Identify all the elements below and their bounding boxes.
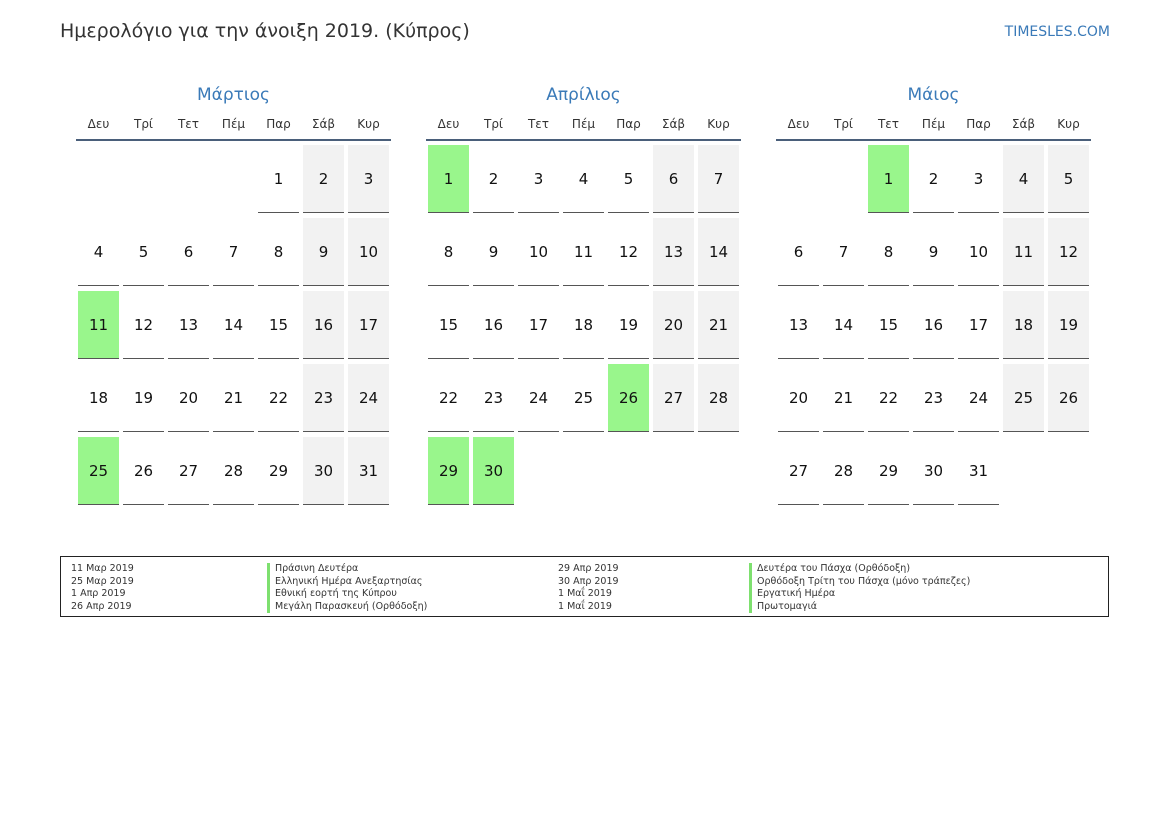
day-cell[interactable]: 17: [958, 291, 999, 359]
empty-day-cell: [563, 437, 604, 505]
legend-holiday-name: Εθνική εορτή της Κύπρου: [267, 588, 427, 601]
day-cell[interactable]: 21: [213, 364, 254, 432]
month-grid: [776, 145, 1091, 510]
week-row: [76, 291, 391, 364]
weekend-day-cell[interactable]: 14: [698, 218, 739, 286]
day-cell[interactable]: 22: [868, 364, 909, 432]
legend-holiday-name: Ελληνική Ημέρα Ανεξαρτησίας: [267, 576, 427, 589]
empty-day-cell: [653, 437, 694, 505]
holiday-day-cell[interactable]: 11: [78, 291, 119, 359]
legend-names-right: [749, 563, 970, 613]
day-cell[interactable]: 24: [958, 364, 999, 432]
weekday-label: Τρί: [833, 117, 853, 131]
weekend-day-cell[interactable]: 27: [653, 364, 694, 432]
week-row: [776, 218, 1091, 291]
week-row: [76, 218, 391, 291]
month-grid: [426, 145, 741, 510]
week-row: [76, 145, 391, 218]
week-row: [76, 364, 391, 437]
day-cell[interactable]: 13: [778, 291, 819, 359]
day-cell[interactable]: 27: [168, 437, 209, 505]
weekend-day-cell[interactable]: 23: [303, 364, 344, 432]
empty-day-cell: [123, 145, 164, 213]
day-cell[interactable]: 31: [958, 437, 999, 505]
day-cell[interactable]: 11: [563, 218, 604, 286]
legend-date: 1 Μαΐ 2019: [558, 600, 612, 612]
day-cell[interactable]: 6: [168, 218, 209, 286]
weekend-day-cell[interactable]: 17: [348, 291, 389, 359]
weekend-day-cell[interactable]: 20: [653, 291, 694, 359]
weekend-day-cell[interactable]: 3: [348, 145, 389, 213]
holiday-day-cell[interactable]: 1: [868, 145, 909, 213]
day-cell[interactable]: 29: [868, 437, 909, 505]
weekday-label: Σάβ: [1011, 117, 1036, 131]
month-calendar: [76, 84, 391, 510]
day-cell[interactable]: 8: [258, 218, 299, 286]
day-cell[interactable]: 4: [78, 218, 119, 286]
weekend-day-cell[interactable]: 2: [303, 145, 344, 213]
weekday-label: Πέμ: [221, 117, 246, 131]
weekday-label: Τετ: [527, 117, 550, 131]
day-cell[interactable]: 8: [428, 218, 469, 286]
day-cell[interactable]: 4: [563, 145, 604, 213]
weekday-label: Τρί: [483, 117, 503, 131]
day-cell[interactable]: 3: [518, 145, 559, 213]
day-cell[interactable]: 26: [123, 437, 164, 505]
legend-names-left: [267, 563, 427, 613]
week-row: [426, 145, 741, 218]
weekday-label: Πέμ: [571, 117, 596, 131]
weekday-header: [76, 116, 391, 141]
week-row: [76, 437, 391, 510]
weekday-label: Σάβ: [661, 117, 686, 131]
empty-day-cell: [518, 437, 559, 505]
day-cell[interactable]: 10: [518, 218, 559, 286]
empty-day-cell: [823, 145, 864, 213]
weekend-day-cell[interactable]: 12: [1048, 218, 1089, 286]
day-cell[interactable]: 13: [168, 291, 209, 359]
week-row: [426, 364, 741, 437]
day-cell[interactable]: 21: [823, 364, 864, 432]
weekday-label: Παρ: [966, 117, 991, 131]
empty-day-cell: [213, 145, 254, 213]
day-cell[interactable]: 18: [563, 291, 604, 359]
holiday-day-cell[interactable]: 25: [78, 437, 119, 505]
month-calendar: [426, 84, 741, 510]
legend-holiday-name: Μεγάλη Παρασκευή (Ορθόδοξη): [267, 601, 427, 614]
weekend-day-cell[interactable]: 7: [698, 145, 739, 213]
day-cell[interactable]: 14: [213, 291, 254, 359]
holiday-legend: [60, 556, 1109, 617]
page-title: Ημερολόγιο για την άνοιξη 2019. (Κύπρος): [60, 20, 470, 42]
weekend-day-cell[interactable]: 30: [303, 437, 344, 505]
day-cell[interactable]: 19: [123, 364, 164, 432]
weekend-day-cell[interactable]: 16: [303, 291, 344, 359]
holiday-day-cell[interactable]: 29: [428, 437, 469, 505]
day-cell[interactable]: 2: [473, 145, 514, 213]
day-cell[interactable]: 22: [258, 364, 299, 432]
day-cell[interactable]: 17: [518, 291, 559, 359]
day-cell[interactable]: 8: [868, 218, 909, 286]
day-cell[interactable]: 20: [168, 364, 209, 432]
month-grid: [76, 145, 391, 510]
day-cell[interactable]: 5: [123, 218, 164, 286]
month-name: Μάιος: [907, 85, 960, 105]
legend-holiday-name: Ορθόδοξη Τρίτη του Πάσχα (μόνο τράπεζες): [749, 576, 970, 589]
weekday-label: Κυρ: [1057, 117, 1080, 131]
day-cell[interactable]: 27: [778, 437, 819, 505]
legend-date: 11 Μαρ 2019: [71, 563, 134, 574]
week-row: [776, 364, 1091, 437]
weekend-day-cell[interactable]: 6: [653, 145, 694, 213]
weekend-day-cell[interactable]: 11: [1003, 218, 1044, 286]
month-calendar: [776, 84, 1091, 510]
day-cell[interactable]: 10: [958, 218, 999, 286]
empty-day-cell: [1003, 437, 1044, 505]
day-cell[interactable]: 28: [823, 437, 864, 505]
weekday-label: Τετ: [877, 117, 900, 131]
holiday-day-cell[interactable]: 26: [608, 364, 649, 432]
weekend-day-cell[interactable]: 31: [348, 437, 389, 505]
day-cell[interactable]: 9: [473, 218, 514, 286]
empty-day-cell: [168, 145, 209, 213]
site-link[interactable]: TIMESLES.COM: [1004, 24, 1110, 40]
day-cell[interactable]: 25: [563, 364, 604, 432]
weekday-label: Τετ: [177, 117, 200, 131]
weekday-header: [776, 116, 1091, 141]
empty-day-cell: [1048, 437, 1089, 505]
weekday-label: Δευ: [87, 117, 110, 131]
day-cell[interactable]: 3: [958, 145, 999, 213]
weekend-day-cell[interactable]: 18: [1003, 291, 1044, 359]
empty-day-cell: [778, 145, 819, 213]
legend-holiday-name: Εργατική Ημέρα: [749, 588, 970, 601]
day-cell[interactable]: 23: [473, 364, 514, 432]
legend-dates-right: [558, 563, 619, 613]
weekend-day-cell[interactable]: 25: [1003, 364, 1044, 432]
empty-day-cell: [608, 437, 649, 505]
day-cell[interactable]: 22: [428, 364, 469, 432]
day-cell[interactable]: 24: [518, 364, 559, 432]
weekend-day-cell[interactable]: 4: [1003, 145, 1044, 213]
weekend-day-cell[interactable]: 13: [653, 218, 694, 286]
weekday-label: Τρί: [133, 117, 153, 131]
month-name: Μάρτιος: [196, 85, 271, 105]
day-cell[interactable]: 15: [428, 291, 469, 359]
day-cell[interactable]: 19: [608, 291, 649, 359]
day-cell[interactable]: 15: [868, 291, 909, 359]
legend-date: 1 Μαΐ 2019: [558, 588, 612, 599]
week-row: [776, 291, 1091, 364]
day-cell[interactable]: 6: [778, 218, 819, 286]
weekday-label: Κυρ: [357, 117, 380, 131]
holiday-day-cell[interactable]: 1: [428, 145, 469, 213]
week-row: [426, 291, 741, 364]
day-cell[interactable]: 2: [913, 145, 954, 213]
day-cell[interactable]: 7: [823, 218, 864, 286]
weekend-day-cell[interactable]: 26: [1048, 364, 1089, 432]
day-cell[interactable]: 1: [258, 145, 299, 213]
holiday-day-cell[interactable]: 30: [473, 437, 514, 505]
day-cell[interactable]: 15: [258, 291, 299, 359]
weekday-label: Πέμ: [921, 117, 946, 131]
day-cell[interactable]: 16: [473, 291, 514, 359]
weekday-label: Δευ: [437, 117, 460, 131]
week-row: [776, 145, 1091, 218]
legend-dates-left: [71, 563, 134, 613]
day-cell[interactable]: 12: [123, 291, 164, 359]
weekend-day-cell[interactable]: 10: [348, 218, 389, 286]
legend-holiday-name: Πρωτομαγιά: [749, 601, 970, 614]
weekday-label: Δευ: [787, 117, 810, 131]
weekday-header: [426, 116, 741, 141]
day-cell[interactable]: 30: [913, 437, 954, 505]
legend-date: 26 Απρ 2019: [71, 600, 132, 612]
weekday-label: Κυρ: [707, 117, 730, 131]
weekend-day-cell[interactable]: 24: [348, 364, 389, 432]
legend-date: 30 Απρ 2019: [558, 575, 619, 587]
week-row: [776, 437, 1091, 510]
weekday-label: Σάβ: [311, 117, 336, 131]
day-cell[interactable]: 12: [608, 218, 649, 286]
weekend-day-cell[interactable]: 28: [698, 364, 739, 432]
week-row: [426, 218, 741, 291]
weekday-label: Παρ: [616, 117, 641, 131]
legend-date: 25 Μαρ 2019: [71, 575, 134, 587]
day-cell[interactable]: 23: [913, 364, 954, 432]
empty-day-cell: [78, 145, 119, 213]
legend-date: 29 Απρ 2019: [558, 563, 619, 574]
day-cell[interactable]: 14: [823, 291, 864, 359]
weekday-label: Παρ: [266, 117, 291, 131]
month-name: Απρίλιος: [546, 85, 621, 105]
empty-day-cell: [698, 437, 739, 505]
weekend-day-cell[interactable]: 9: [303, 218, 344, 286]
weekend-day-cell[interactable]: 19: [1048, 291, 1089, 359]
day-cell[interactable]: 5: [608, 145, 649, 213]
legend-holiday-name: Πράσινη Δευτέρα: [267, 563, 427, 576]
day-cell[interactable]: 7: [213, 218, 254, 286]
day-cell[interactable]: 18: [78, 364, 119, 432]
legend-holiday-name: Δευτέρα του Πάσχα (Ορθόδοξη): [749, 563, 970, 576]
day-cell[interactable]: 16: [913, 291, 954, 359]
week-row: [426, 437, 741, 510]
day-cell[interactable]: 29: [258, 437, 299, 505]
day-cell[interactable]: 9: [913, 218, 954, 286]
day-cell[interactable]: 28: [213, 437, 254, 505]
legend-date: 1 Απρ 2019: [71, 588, 126, 599]
weekend-day-cell[interactable]: 21: [698, 291, 739, 359]
day-cell[interactable]: 20: [778, 364, 819, 432]
weekend-day-cell[interactable]: 5: [1048, 145, 1089, 213]
